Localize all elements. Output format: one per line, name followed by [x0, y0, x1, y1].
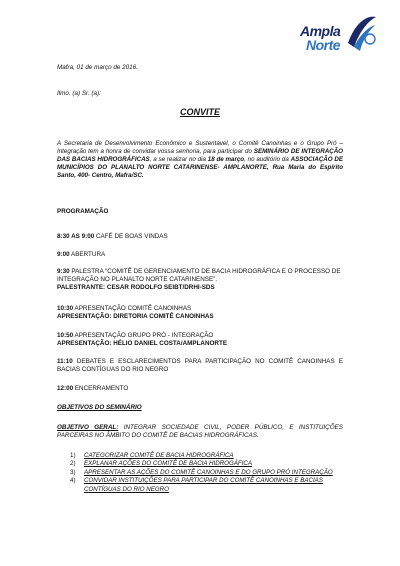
schedule-text: APRESENTAÇÃO COMITÊ CANOINHAS: [73, 305, 192, 312]
list-text: EXPLANAR AÇÕES DO COMITÊ DE BACIA HIDROGÁFICA: [84, 460, 253, 468]
objectives-heading: OBJETIVOS DO SEMINÁRIO: [57, 404, 142, 411]
schedule-presenter: APRESENTAÇÃO: DIRETORIA COMITÊ CANOINHAS: [57, 313, 214, 321]
schedule-text: CAFÉ DE BOAS VINDAS: [94, 233, 168, 240]
salutation: Ilmo. (a) Sr. (a):: [57, 90, 101, 97]
schedule-text: ABERTURA: [69, 251, 106, 258]
intro-part1: A Secretaria de Desenvolvimento Econômico e Sustentável, o Comitê Canoinhas e o Grupo Pró – Integração tem a honra de convidar vossa senhoria, para participar do: [57, 140, 343, 156]
objectives-list: [70, 452, 343, 494]
general-objective: [57, 424, 343, 440]
schedule-time: 11:10: [57, 358, 73, 365]
list-item: [70, 469, 343, 477]
event-date: 18 de março: [207, 156, 245, 164]
general-objective-label: OBJETIVO GERAL:: [57, 424, 119, 431]
schedule-text: DEBATES E ESCLARECIMENTOS PARA PARTICIPAÇÃO NO COMITÊ CANOINHAS E BACIAS CONTÍGUAS DO RIO NEGRO: [57, 358, 343, 374]
schedule-time: 10:30: [57, 305, 74, 312]
schedule-item: [57, 251, 343, 259]
list-number: 2): [70, 460, 76, 468]
schedule-presenter: PALESTRANTE: CESAR RODOLFO SEIBT/DRHI-SDS: [57, 284, 215, 292]
schedule-item: [57, 385, 343, 393]
schedule-text: ENCERRAMENTO: [73, 385, 129, 392]
invitation-paragraph: [57, 140, 343, 180]
schedule-item: [57, 233, 343, 241]
page-title: CONVITE: [179, 107, 220, 117]
schedule-text: PALESTRA “COMITÊ DE GERENCIAMENTO DE BACIA HIDROGRÁFICA E O PROCESSO DE INTEGRAÇÃO NO PLANALTO NORTE CATARINENSE”.: [57, 268, 341, 284]
schedule-time: 9:30: [57, 268, 70, 275]
intro-part3: , no auditório da: [244, 156, 291, 164]
list-number: 3): [70, 468, 76, 476]
schedule-item: [57, 332, 343, 348]
schedule-item: [57, 358, 343, 374]
schedule-time: 10:50: [57, 332, 74, 339]
list-item: [70, 477, 343, 494]
swoosh-icon: [342, 13, 378, 53]
program-heading: PROGRAMAÇÃO: [57, 208, 109, 215]
event-name: SEMINÁRIO DE INTEGRAÇÃO DAS BACIAS HIDROGRÁFICAS: [57, 148, 343, 164]
list-text: CONVIDAR INSTITUIÇÕES PARA PARTICIPAR DO COMITÊ CANOINHAS E BACIAS CONTÍGUAS DO RIO NEGRO: [84, 477, 323, 493]
schedule-time: 8:30 AS 9:00: [57, 233, 95, 240]
letter-date: Mafra, 01 de março de 2016.: [57, 64, 138, 71]
schedule-presenter: APRESENTAÇÃO: HÉLIO DANIEL COSTA/AMPLANORTE: [57, 340, 228, 348]
schedule-item: [57, 268, 343, 293]
schedule-time: 9:00: [57, 251, 70, 258]
list-number: 1): [70, 452, 76, 459]
list-number: 4): [70, 477, 76, 485]
list-text: APRESENTAR AS AÇÕES DO COMITÊ CANOINHAS E DO GRUPO PRÓ INTEGRAÇÃO: [84, 468, 333, 476]
ampla-norte-logo: [300, 13, 380, 61]
logo-text-ampla: Ampla: [300, 23, 341, 39]
schedule-time: 12:00: [57, 385, 74, 392]
intro-part2: , a se realizar no dia: [149, 156, 208, 164]
logo-text-norte: Norte: [306, 37, 341, 53]
event-venue: ASSOCIAÇÃO DE MUNICÍPIOS DO PLANALTO NORTE CATARINENSE- AMPLANORTE, Rua Maria do Espírito Santo, 400- Centro, Mafra/SC.: [57, 156, 343, 180]
general-objective-text: INTEGRAR SOCIEDADE CIVIL, PODER PÚBLICO, E INSTITUIÇÕES PARCEIRAS NO ÂMBITO DO COMITÊ DE BACIAS HIDROGRÁFICAS.: [57, 424, 344, 440]
schedule-item: [57, 305, 343, 321]
list-item: [70, 460, 343, 468]
schedule-text: APRESENTAÇÃO GRUPO PRÓ - INTEGRAÇÃO: [73, 332, 214, 339]
list-text: CATEGORIZAR COMITÊ DE BACIA HIDROGRÁFICA: [84, 452, 234, 459]
